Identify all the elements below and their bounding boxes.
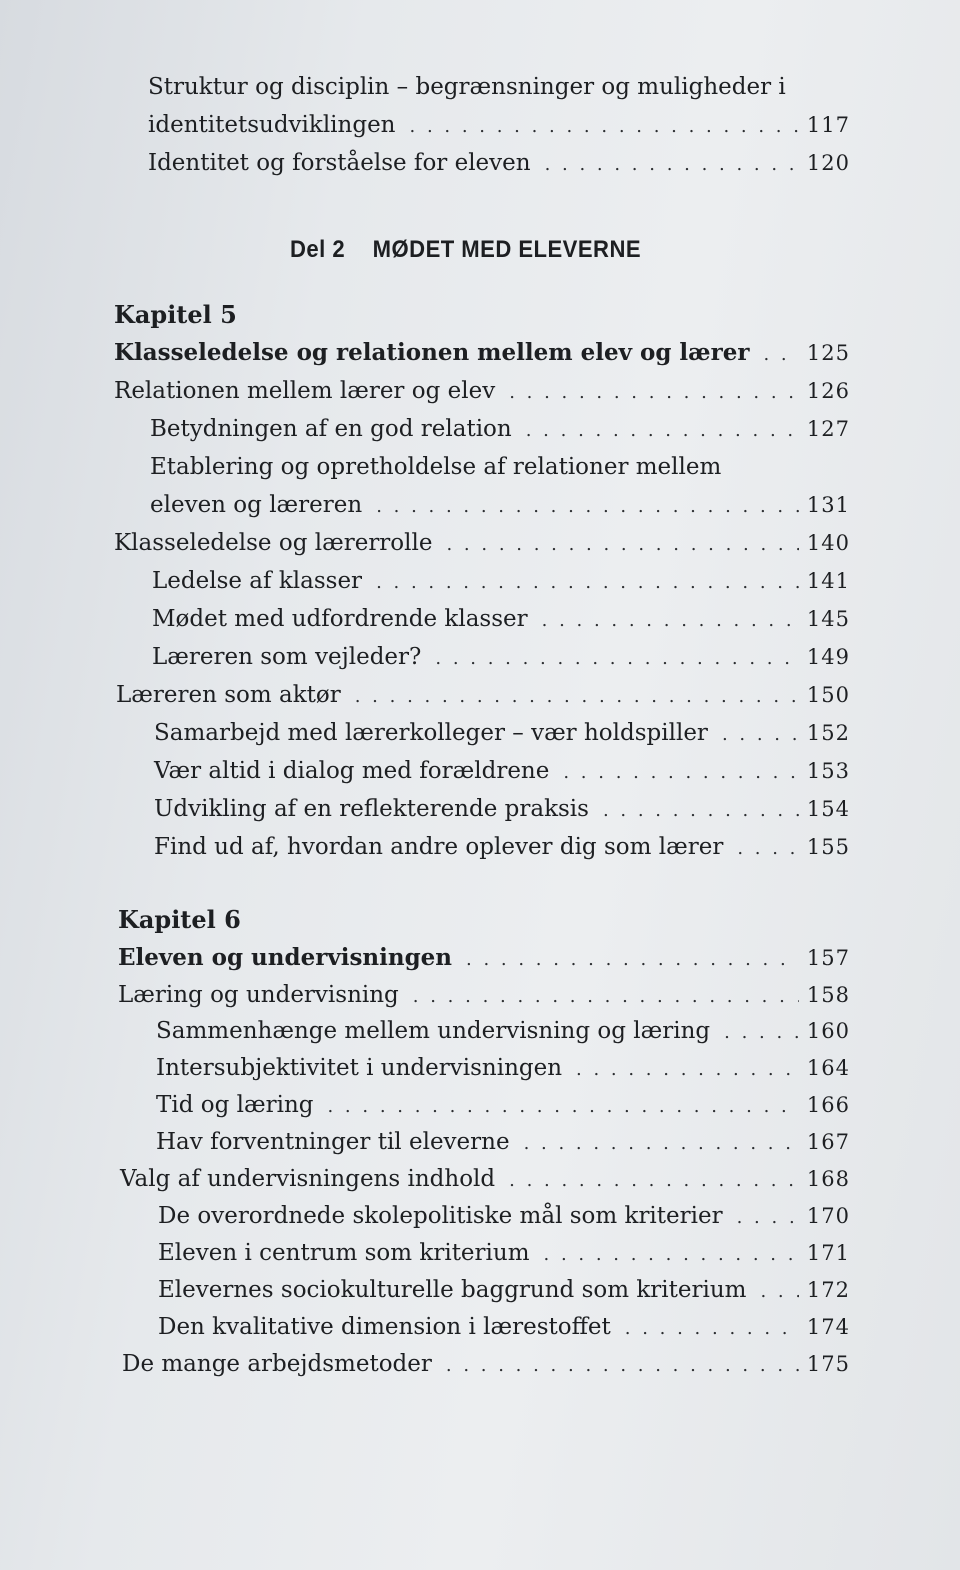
page-number: 145: [806, 607, 850, 631]
page-number: 166: [806, 1093, 850, 1117]
toc-entry-line1: Etablering og opretholdelse af relationer mellem: [150, 454, 722, 480]
toc-entry: [122, 1349, 850, 1381]
toc-entry: [158, 1275, 850, 1307]
leader-dots: [724, 1018, 799, 1048]
toc-entry: [114, 528, 850, 560]
toc-entry-title: Tid og læring: [156, 1092, 314, 1118]
leader-dots: [563, 758, 799, 788]
toc-entry-line1: Struktur og disciplin – begrænsninger og muligheder i: [148, 74, 786, 100]
leader-dots: [737, 1203, 799, 1233]
toc-entry-title: Læreren som aktør: [116, 682, 341, 708]
page-number: 131: [806, 493, 850, 517]
toc-entry: [158, 1201, 850, 1233]
page-number: 175: [806, 1352, 850, 1376]
toc-entry: [150, 490, 850, 522]
leader-dots: [542, 606, 799, 636]
toc-entry-title: Betydningen af en god relation: [150, 416, 512, 442]
leader-dots: [413, 982, 799, 1012]
page-number: 140: [806, 531, 850, 555]
toc-entry-title: Elevernes sociokulturelle baggrund som kriterium: [158, 1277, 747, 1303]
toc-entry-title: Mødet med udfordrende klasser: [152, 606, 528, 632]
toc-entry: [114, 376, 850, 408]
toc-entry: [152, 604, 850, 636]
toc-entry-title: eleven og læreren: [150, 492, 363, 518]
leader-dots: [376, 568, 799, 598]
toc-entry: [156, 1016, 850, 1048]
toc-entry: [156, 1090, 850, 1122]
page-number: 168: [806, 1167, 850, 1191]
toc-entry-title: Sammenhænge mellem undervisning og læring: [156, 1018, 711, 1044]
leader-dots: [435, 644, 799, 674]
toc-entry-title: Udvikling af en reflekterende praksis: [154, 796, 589, 822]
toc-entry-title: Valg af undervisningens indhold: [120, 1166, 496, 1192]
page-number: 170: [806, 1204, 850, 1228]
toc-entry-title: Eleven i centrum som kriterium: [158, 1240, 530, 1266]
leader-dots: [576, 1055, 799, 1085]
page-number: 174: [806, 1315, 850, 1339]
toc-entry-title: Hav forventninger til eleverne: [156, 1129, 510, 1155]
page-number: 158: [806, 983, 850, 1007]
page-number: 160: [806, 1019, 850, 1043]
leader-dots: [466, 945, 799, 975]
part-heading: [290, 236, 641, 264]
page-number: 167: [806, 1130, 850, 1154]
leader-dots: [625, 1314, 799, 1344]
toc-entry-title: Samarbejd med lærerkolleger – vær holdspiller: [154, 720, 708, 746]
page-number: 125: [806, 341, 850, 365]
toc-entry: [152, 566, 850, 598]
chapter-label: Kapitel 6: [118, 905, 241, 934]
toc-entry: [154, 756, 850, 788]
leader-dots: [545, 150, 799, 180]
page-number: 171: [806, 1241, 850, 1265]
toc-entry: [148, 148, 850, 180]
page-number: 155: [806, 835, 850, 859]
toc-entry-title: Ledelse af klasser: [152, 568, 363, 594]
toc-entry: [118, 980, 850, 1012]
toc-entry-title: identitetsudviklingen: [148, 112, 396, 138]
page-number: 117: [806, 113, 850, 137]
chapter-label: Kapitel 5: [114, 300, 237, 329]
leader-dots: [355, 682, 799, 712]
toc-entry: [152, 642, 850, 674]
chapter-title: Eleven og undervisningen: [118, 944, 453, 971]
leader-dots: [524, 1129, 799, 1159]
toc-entry: [156, 1053, 850, 1085]
leader-dots: [544, 1240, 799, 1270]
leader-dots: [526, 416, 799, 446]
leader-dots: [763, 340, 798, 370]
page-number: 172: [806, 1278, 850, 1302]
leader-dots: [327, 1092, 798, 1122]
toc-entry-title: Intersubjektivitet i undervisningen: [156, 1055, 563, 1081]
leader-dots: [603, 796, 799, 826]
page-number: 141: [806, 569, 850, 593]
toc-entry: [120, 1164, 850, 1196]
page-number: 154: [806, 797, 850, 821]
page-number: 157: [806, 946, 850, 970]
toc-entry: [154, 794, 850, 826]
leader-dots: [509, 1166, 799, 1196]
toc-entry: [154, 832, 850, 864]
toc-entry-title: Identitet og forståelse for eleven: [148, 150, 531, 176]
toc-entry: [158, 1238, 850, 1270]
part-title: MØDET MED ELEVERNE: [372, 236, 642, 263]
page-number: 149: [806, 645, 850, 669]
chapter-title: Klasseledelse og relationen mellem elev og lærer: [114, 339, 750, 366]
toc-entry-title: Klasseledelse og lærerrolle: [114, 530, 433, 556]
toc-entry: [150, 414, 850, 446]
toc-entry-title: Relationen mellem lærer og elev: [114, 378, 496, 404]
toc-entry-title: Vær altid i dialog med forældrene: [154, 758, 550, 784]
leader-dots: [509, 378, 799, 408]
toc-entry: [116, 680, 850, 712]
toc-entry-title: Find ud af, hvordan andre oplever dig som lærer: [154, 834, 724, 860]
toc-entry-title: Læreren som vejleder?: [152, 644, 422, 670]
leader-dots: [722, 720, 799, 750]
leader-dots: [446, 530, 798, 560]
page-number: 127: [806, 417, 850, 441]
toc-entry: [148, 110, 850, 142]
toc-entry-title: De overordnede skolepolitiske mål som kriterier: [158, 1203, 723, 1229]
leader-dots: [760, 1277, 798, 1307]
chapter-title-entry: [118, 943, 850, 975]
toc-entry-title: Den kvalitative dimension i lærestoffet: [158, 1314, 611, 1340]
page-number: 152: [806, 721, 850, 745]
toc-entry-title: Læring og undervisning: [118, 982, 399, 1008]
page-number: 164: [806, 1056, 850, 1080]
leader-dots: [410, 112, 799, 142]
chapter-title-entry: [114, 338, 850, 370]
leader-dots: [376, 492, 799, 522]
page-number: 150: [806, 683, 850, 707]
leader-dots: [446, 1351, 799, 1381]
leader-dots: [737, 834, 799, 864]
part-number: Del 2: [290, 236, 346, 263]
page-number: 126: [806, 379, 850, 403]
toc-entry-title: De mange arbejdsmetoder: [122, 1351, 432, 1377]
toc-entry: [154, 718, 850, 750]
toc-entry: [156, 1127, 850, 1159]
page-number: 153: [806, 759, 850, 783]
toc-entry: [158, 1312, 850, 1344]
page-number: 120: [806, 151, 850, 175]
